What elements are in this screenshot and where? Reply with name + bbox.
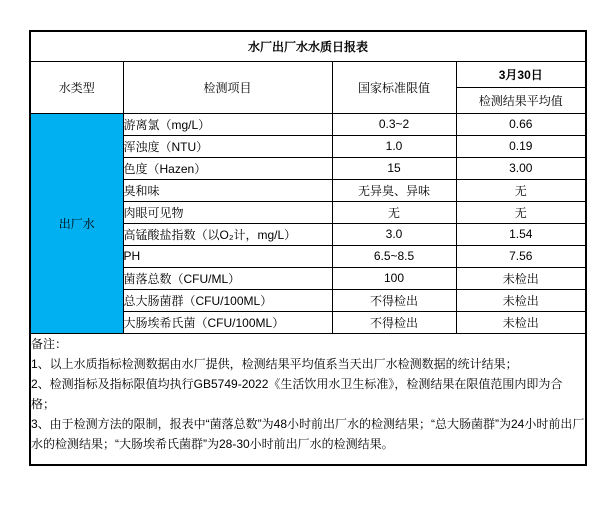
result-value-cell: 3.00 <box>456 157 586 179</box>
standard-value-cell: 无 <box>332 201 456 223</box>
test-item-cell: 高锰酸盐指数（以O₂计，mg/L） <box>123 223 332 245</box>
test-item-cell: 浑浊度（NTU） <box>123 135 332 157</box>
test-item-cell: 色度（Hazen） <box>123 157 332 179</box>
header-row-1 <box>30 61 586 87</box>
table-row <box>30 113 586 135</box>
standard-value-cell: 100 <box>332 267 456 289</box>
test-item-cell: 菌落总数（CFU/ML） <box>123 267 332 289</box>
test-item-cell: 游离氯（mg/L） <box>123 113 332 135</box>
test-item-cell: PH <box>123 245 332 267</box>
standard-value-cell: 不得检出 <box>332 289 456 311</box>
result-value-cell: 1.54 <box>456 223 586 245</box>
column-header-water-type: 水类型 <box>30 61 123 113</box>
column-header-national-standard: 国家标准限值 <box>332 61 456 113</box>
result-value-cell: 7.56 <box>456 245 586 267</box>
water-quality-report <box>29 30 587 466</box>
result-value-cell: 无 <box>456 179 586 201</box>
standard-value-cell: 不得检出 <box>332 311 456 333</box>
result-value-cell: 0.19 <box>456 135 586 157</box>
standard-value-cell: 1.0 <box>332 135 456 157</box>
test-item-cell: 肉眼可见物 <box>123 201 332 223</box>
report-title: 水厂出厂水水质日报表 <box>30 31 586 61</box>
water-type-cell: 出厂水 <box>30 113 123 333</box>
test-item-cell: 大肠埃希氏菌（CFU/100ML） <box>123 311 332 333</box>
notes-cell <box>30 333 586 465</box>
title-row <box>30 31 586 61</box>
result-value-cell: 未检出 <box>456 267 586 289</box>
report-table <box>29 30 587 466</box>
standard-value-cell: 15 <box>332 157 456 179</box>
notes-row <box>30 333 586 465</box>
note-item: 3、由于检测方法的限制，报表中“菌落总数”为48小时前出厂水的检测结果；“总大肠菌群”为24小时前出厂水的检测结果；“大肠埃希氏菌群”为28-30小时前出厂水的检测结果。 <box>31 416 585 451</box>
result-value-cell: 未检出 <box>456 289 586 311</box>
standard-value-cell: 3.0 <box>332 223 456 245</box>
test-item-cell: 臭和味 <box>123 179 332 201</box>
result-value-cell: 未检出 <box>456 311 586 333</box>
standard-value-cell: 无异臭、异味 <box>332 179 456 201</box>
note-item: 1、以上水质指标检测数据由水厂提供，检测结果平均值系当天出厂水检测数据的统计结果； <box>31 356 518 371</box>
column-header-result-avg: 检测结果平均值 <box>456 87 586 113</box>
standard-value-cell: 6.5~8.5 <box>332 245 456 267</box>
result-value-cell: 0.66 <box>456 113 586 135</box>
standard-value-cell: 0.3~2 <box>332 113 456 135</box>
result-value-cell: 无 <box>456 201 586 223</box>
test-item-cell: 总大肠菌群（CFU/100ML） <box>123 289 332 311</box>
report-date-header: 3月30日 <box>456 61 586 87</box>
notes-label: 备注： <box>31 336 68 351</box>
note-item: 2、检测指标及指标限值均执行GB5749-2022《生活饮用水卫生标准》，检测结果在限值范围内即为合格； <box>31 376 563 411</box>
column-header-test-item: 检测项目 <box>123 61 332 113</box>
